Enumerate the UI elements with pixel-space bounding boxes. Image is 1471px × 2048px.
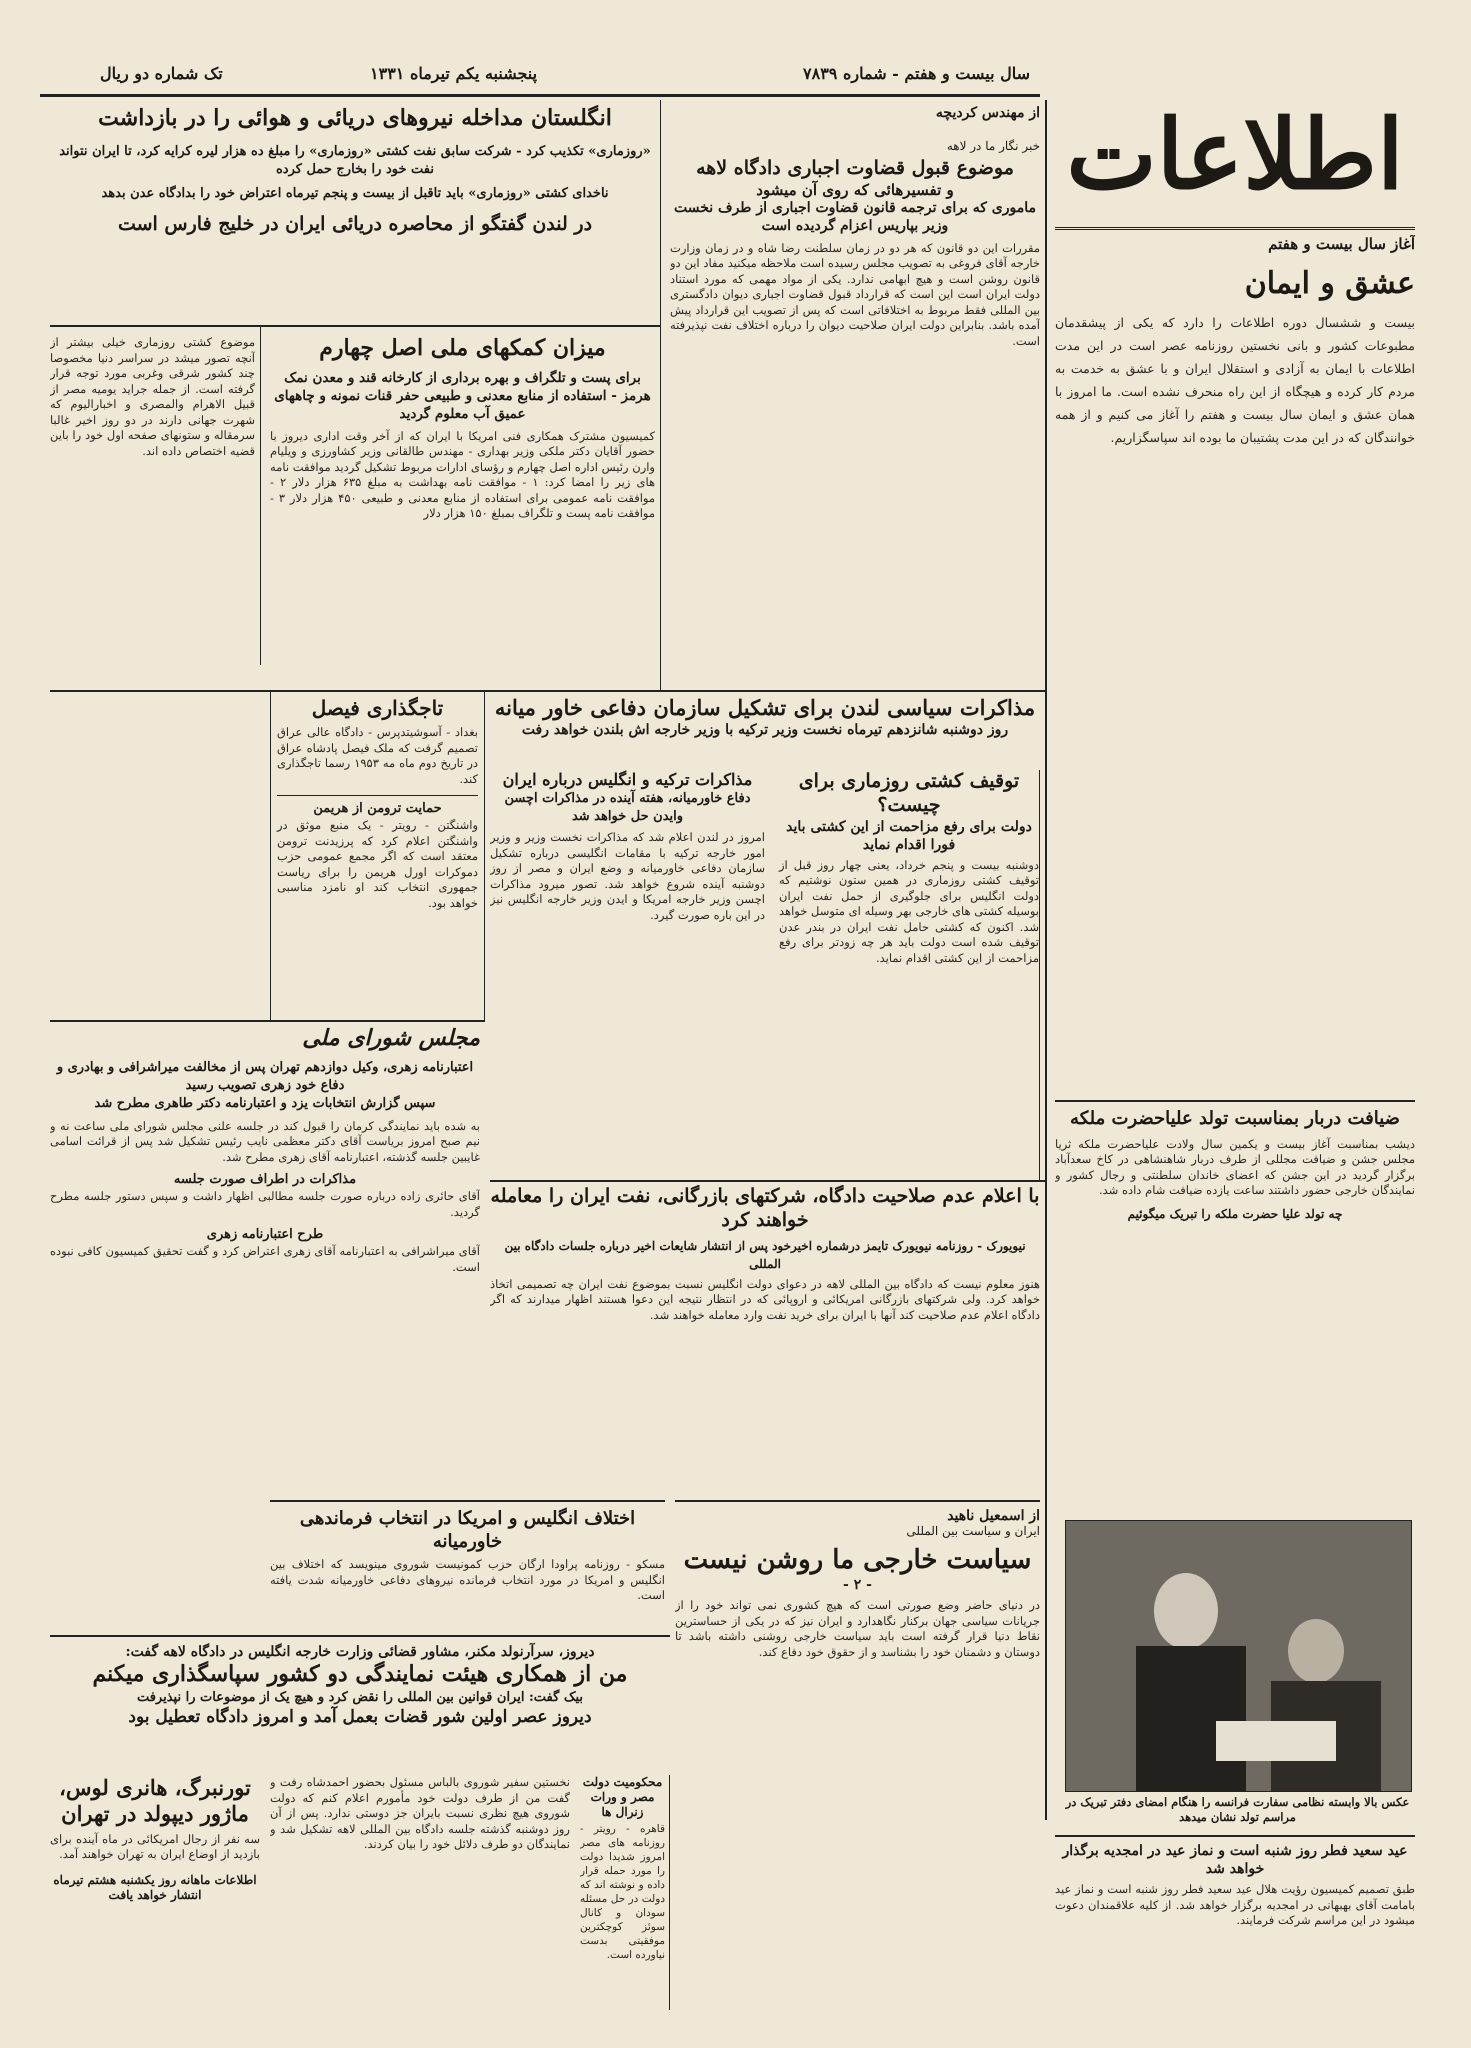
aeshgh-title: عشق و ایمان xyxy=(1244,266,1415,301)
komak-sub: برای پست و تلگراف و بهره برداری از کارخانه قند و معدن نمک هرمز - استفاده از منابع معدنی و طبیعی حفر قنات نمونه و چاههای عمیق آب معلوم گردید xyxy=(274,369,651,422)
tehran-foot: اطلاعات ماهانه روز یکشنبه هشتم تیرماه انتشار خواهد یافت xyxy=(53,1872,257,1902)
siasat-kicker: ایران و سیاست بین المللی xyxy=(906,1524,1040,1538)
england-body: موضوع کشتی روزماری خیلی بیشتر از آنچه تصور میشد در سراسر دنیا مخصوصا چند کشور شرقی وغربی مورد توجه قرار گرفته است. از جمله جراید یومیه مصر از قبیل الاهرام والمصری و اخبارالیوم که شهرت جهانی دارند در دو روز اخیر غالبا سرمقاله و ستونهای صفحه اول خود را باین قضیه اختصاص داده اند. xyxy=(50,335,255,458)
article-ziafat xyxy=(1055,1100,1415,1510)
england-rule xyxy=(50,325,660,327)
majlis-title: مجلس شورای ملی xyxy=(302,1025,480,1051)
lahe-top: از مهندس کردیچه xyxy=(935,105,1040,121)
tehran-title: تورنبرگ، هانری لوس، ماژور دیپولد در تهران xyxy=(59,1775,251,1827)
issue-price: تک شماره دو ریال xyxy=(100,64,223,83)
siasat-body: در دنیای حاضر وضع صورتی است که هیچ کشوری نمی تواند خود را از جریانات سیاسی جهان برکنار نگاهدارد و ایران نیز که در یکی از حساسترین نقاط دنیا قرار گرفته است باید سیاست خارجی روشنی داشته باشد تا دوستان و دشمنان خود را بشناسد و از حقوق خود دفاع کند. xyxy=(675,1598,1040,1659)
article-siasat xyxy=(675,1500,1040,1830)
negotiations-sub: روز دوشنبه شانزدهم تیرماه نخست وزیر ترکیه با وزیر خارجه اش بلندن خواهد رفت xyxy=(521,722,1009,739)
left-mid-rule xyxy=(50,1020,485,1022)
issue-date: پنجشنبه یکم تیرماه ۱۳۳۱ xyxy=(370,64,538,83)
lahe-bottom-sub2: دیروز عصر اولین شور قضات بعمل آمد و امروز دادگاه تعطیل بود xyxy=(128,1706,592,1727)
lahe-kicker: خبر نگار ما در لاهه xyxy=(946,139,1040,153)
issue-number: سال بیست و هفتم - شماره ۷۸۳۹ xyxy=(803,64,1030,83)
majlis-sub3: مذاکرات در اطراف صورت جلسه xyxy=(173,1172,357,1187)
article-komak xyxy=(270,335,655,670)
komak-body: کمیسیون مشترک همکاری فنی امریکا با ایران که از آخر وقت اداری دیروز با حضور آقایان دکتر ملکی وزیر بهداری - مهندس طالقانی وزیر کشاورزی و ویلیام وارن رئیس اداره اصل چهارم و رؤسای ادارات مربوط تشکیل گردید موافقت نامه های زیر را امضا کرد: ۱ - موافقت نامه بهداشت به مبلغ ۶۳۵ هزار دلار ۲ - موافقت نامه عمومی برای استفاده از منابع معدنی و طبیعی ۴۵۰ هزار دلار ۳ - موافقت نامه پست و تلگراف بمبلغ ۱۵۰ هزار دلار xyxy=(270,428,655,520)
mahkumiyat-body: قاهره - رویتر - روزنامه های مصر امروز شدیدا دولت را مورد حمله قرار داده و نوشته اند که دولت در حل مسئله سودان و کانال سوئز کوچکترین موفقیتی بدست نیاورده است. xyxy=(580,1823,665,1961)
majlis-sub2: سپس گزارش انتخابات یزد و اعتبارنامه دکتر طاهری مطرح شد xyxy=(94,1095,436,1111)
col-rule-3 xyxy=(260,325,261,665)
turkey-sub: دفاع خاورمیانه، هفته آینده در مذاکرات اچسن وایدن حل خواهد شد xyxy=(504,791,751,824)
masthead-subtitle: آغاز سال بیست و هفتم xyxy=(1268,235,1415,253)
article-tehran xyxy=(50,1775,260,2010)
article-england xyxy=(50,105,660,325)
majlis-sub: اعتبارنامه زهری، وکیل دوازدهم تهران پس از مخالفت میراشرافی و بهادری و دفاع خود زهری تصویب رسید xyxy=(56,1059,474,1093)
masthead-title: اطلاعات xyxy=(1066,100,1404,211)
article-court xyxy=(490,1185,1040,1485)
article-negotiations xyxy=(490,695,1040,765)
article-ekhtelaf xyxy=(270,1500,665,1630)
col-rule-2 xyxy=(660,100,661,690)
faysal-body: بغداد - آسوشیتدپرس - دادگاه عالی عراق تصمیم گرفت که ملک فیصل پادشاه عراق در تاریخ دوم ماه مه ۱۹۵۳ رسما تاجگذاری کند. xyxy=(277,725,478,786)
lahe-rule xyxy=(50,690,1045,692)
lahe-sub: و تفسیرهائی که روی آن میشود xyxy=(756,180,954,199)
siasat-title: سیاست خارجی ما روشن نیست xyxy=(683,1545,1032,1575)
col-rule-1 xyxy=(1045,100,1047,1820)
lahe-bottom-body: نخستین سفیر شوروی بالباس مسئول بحضور احمدشاه رفت و گفت من از طرف دولت خود مأمورم اعلام کنم که دولت شوروی هیچ نظری نسبت بایران جز دوستی ندارد. پس از آن روز دوشنبه گذشته جلسه دادگاه بین المللی لاهه تشکیل شد و نمایندگان دو طرف دلائل خود را بیان کردند. xyxy=(270,1775,570,1851)
ekhtelaf-body: مسکو - روزنامه پراودا ارگان حزب کمونیست شوروی مینویسد که اختلاف بین انگلیس و امریکا در مورد انتخاب فرمانده نیروهای دفاعی خاورمیانه شدت یافته است. xyxy=(270,1557,665,1602)
england-sub2: ناخدای کشتی «روزماری» باید تاقبل از بیست و پنجم تیرماه اعتراض خود را بدادگاه عدن بدهد xyxy=(101,185,609,201)
article-aeshgh xyxy=(1055,265,1415,1085)
top-rule xyxy=(40,94,1040,97)
komak-title: میزان کمکهای ملی اصل چهارم xyxy=(319,335,606,361)
article-lahe xyxy=(670,105,1040,690)
photo-illustration xyxy=(1066,1521,1411,1791)
tavghif-body: دوشنبه بیست و پنجم خرداد، یعنی چهار روز قبل از توقیف کشتی روزماری در همین ستون نوشتیم که دولت انگلیس برای جلوگیری از حمل نفت ایران بوسیله کشتی های خارجی بهر وسیله ای متوسل خواهد شد. اکنون که کشتی حامل نفت ایران در بندر عدن توقیف شده است دولت باید هر چه زودتر برای رفع مزاحمت از این کشتی اقدام نماید. xyxy=(779,857,1039,965)
lahe-title: موضوع قبول قضاوت اجباری دادگاه لاهه xyxy=(696,157,1014,179)
faysal-title: تاجگذاری فیصل xyxy=(311,696,444,720)
eid-title: عید سعید فطر روز شنبه است و نماز عید در امجدیه برگذار خواهد شد xyxy=(1062,1843,1408,1877)
mid-rule xyxy=(490,1180,1045,1182)
lahe-bottom-kicker: دیروز، سرآرنولد مکنر، مشاور قضائی وزارت خارجه انگلیس در دادگاه لاهه گفت: xyxy=(125,1644,595,1660)
issue-bar xyxy=(40,60,1040,90)
siasat-num: - ۲ - xyxy=(843,1576,872,1593)
court-title: با اعلام عدم صلاحیت دادگاه، شرکتهای بازرگانی، نفت ایران را معامله خواهند کرد xyxy=(490,1185,1040,1231)
england-sub: «روزماری» تکذیب کرد - شرکت سابق نفت کشتی «روزماری» را مبلغ ده هزار لیره کرایه کرد، تا ایران نتواند نفت خود را بخارج حمل کرده xyxy=(59,143,651,177)
article-tavghif xyxy=(775,770,1040,1180)
court-body: هنوز معلوم نیست که دادگاه بین المللی لاهه در دعوای دولت انگلیس نسبت بموضوع نفت ایران چه تصمیمی اتخاذ خواهد کرد. ولی شرکتهای بازرگانی امریکائی و اروپائی که در انتظار نتیجه این دعوا هستند اظهار میدارند که اگر دادگاه اعلام عدم صلاحیت کند آنها با ایران برای خرید نفت وارد معامله خواهند شد. xyxy=(490,1276,1040,1322)
faysal-sub: حمایت ترومن از هریمن xyxy=(277,795,478,818)
masthead xyxy=(1055,100,1415,230)
article-lahe-bottom xyxy=(50,1635,670,1770)
news-photo xyxy=(1065,1520,1412,1792)
aeshgh-body: بیست و ششسال دوره اطلاعات را دارد که یکی از پیشقدمان مطبوعات کشور و بانی نخستین روزنامه عصر است در این مدت اطلاعات با ایمان به آزادی و استقلال ایران و با عشق به خدمت به مردم کار کرده و هیچگاه از این راه منحرف نشده است. ما امروز با همان عشق و ایمان سال بیست و هفتم را آغاز می کنیم و از همه خوانندگان که در این مدت پشتیبان ما بوده اند سپاسگزاریم. xyxy=(1055,314,1415,445)
turkey-title: مذاکرات ترکیه و انگلیس درباره ایران xyxy=(502,770,753,789)
lahe-bottom-sub: بیک گفت: ایران قوانین بین المللی را نقض کرد و هیچ یک از موضوعات را نپذیرفت xyxy=(136,1689,584,1705)
court-sub: نیویورک - روزنامه نیویورک تایمز درشماره اخیرخود پس از انتشار شایعات اخیر درباره جلسات دادگاه بین المللی xyxy=(504,1238,1026,1271)
article-faysal xyxy=(270,690,485,1020)
ziafat-caption: چه تولد علیا حضرت ملکه را تبریک میگوئیم xyxy=(1127,1206,1343,1221)
negotiations-title: مذاکرات سیاسی لندن برای تشکیل سازمان دفاعی خاور میانه xyxy=(494,695,1036,720)
eid-body: طبق تصمیم کمیسیون رؤیت هلال عید سعید فطر روز شنبه است و نماز عید بامامت آقای بهبهانی در امجدیه برگزار خواهد شد. از کلیه علاقمندان دعوت میشود در این مراسم شرکت فرمایند. xyxy=(1055,1882,1415,1927)
ziafat-body: دیشب بمناسبت آغاز بیست و یکمین سال ولادت علیاحضرت ملکه ثریا مجلس جشن و ضیافت مجللی از طرف دربار شاهنشاهی در کاخ سعدآباد برگزار گردید در این جشن که اعضای خاندان سلطنتی و رجال کشور و نمایندگان خارجی حضور داشتند ساعت یازده ضیافت شام داده شد. xyxy=(1055,1136,1415,1197)
majlis-sub4: طرح اعتبارنامه زهری xyxy=(206,1227,324,1242)
england-title: انگلستان مداخله نیروهای دریائی و هوائی را در بازداشت xyxy=(98,105,612,131)
lahe-sub2: ماموری که برای ترجمه قانون قضاوت اجباری از طرف نخست وزیر بپاریس اعزام گردیده است xyxy=(674,199,1036,234)
newspaper-page xyxy=(40,30,1435,2020)
lahe-bottom-title: من از همکاری هیئت نمایندگی دو کشور سپاسگذاری میکنم xyxy=(92,1661,628,1687)
majlis-body3: آقای میراشرافی به اعتبارنامه آقای زهری اعتراض کرد و گفت تحقیق کمیسیون کافی نبوده است. xyxy=(50,1244,480,1274)
ekhtelaf-title: اختلاف انگلیس و امریکا در انتخاب فرماندهی خاورمیانه xyxy=(299,1508,636,1552)
lahe-body: مقررات این دو قانون که هر دو در زمان سلطنت رضا شاه و در زمان وزارت خارجه آقای فروغی به تصویب مجلس رسیده است ملاحظه میکنید مفاد این دو قانون روشن است و هیچ ابهامی ندارد. یکی از مواد مهمی که مورد استناد دولت ایران است این است که قرارداد قبول قضاوت اجباری دیوان دادگستری بین المللی فقط مربوط به اختلافاتی است که پس از تصویب این قرارداد پیش آمده باشد. بنابراین دولت ایران صلاحیت دیوان را درباره اختلاف نفت نپذیرفته است. xyxy=(670,240,1040,348)
tehran-body: سه نفر از رجال امریکائی در ماه آینده برای بازدید از اوضاع ایران به تهران خواهند آمد. xyxy=(50,1831,260,1861)
siasat-byline: از اسمعیل ناهید xyxy=(947,1508,1040,1524)
article-turkey xyxy=(490,770,765,1180)
turkey-body: امروز در لندن اعلام شد که مذاکرات نخست وزیر و وزیر امور خارجه ترکیه با مقامات انگلیسی درباره تشکیل سازمان دفاعی خاورمیانه و وضع ایران و مصر از روز دوشنبه آینده شروع خواهد شد. تصور میرود مذاکرات اچسن وزیر خارجه امریکا و ایدن وزیر خارجه انگلیس نیز در این باره صورت گیرد. xyxy=(490,830,765,922)
article-mahkumiyat xyxy=(580,1775,670,2010)
london-title: در لندن گفتگو از محاصره دریائی ایران در خلیج فارس است xyxy=(117,212,593,235)
mahkumiyat-title: محکومیت دولت مصر و ورات زنرال ها xyxy=(582,1775,663,1819)
ziafat-title: ضیافت دربار بمناسبت تولد علیاحضرت ملکه xyxy=(1070,1108,1400,1129)
tavghif-sub: دولت برای رفع مزاحمت از این کشتی باید فورا اقدام نماید xyxy=(786,818,1032,853)
majlis-body2: آقای حائری زاده درباره صورت جلسه مطالبی اظهار داشت و سپس دستور جلسه مطرح گردید. xyxy=(50,1189,480,1219)
article-eid xyxy=(1055,1835,1415,1985)
majlis-body: به شده باید نمایندگی کرمان را قبول کند در جلسه علنی مجلس شورای ملی ساعت نه و نیم صبح امروز بریاست آقای دکتر معظمی نایب رئیس تشکیل شد پس از قرائت اسامی غایبین جلسه گذشته، اعتبارنامه آقای زهری مطرح شد. xyxy=(50,1118,480,1164)
tavghif-title: توقیف کشتی روزماری برای چیست؟ xyxy=(798,770,1020,816)
faysal-body2: واشنگتن - رویتر - یک منبع موثق در واشنگتن اعلام کرد که پرزیدنت ترومن معتقد است که اگر مجمع عمومی حزب دموکرات اورل هریمن را برای ریاست جمهوری انتخاب کند او نامزد مناسبی خواهد بود. xyxy=(277,818,478,910)
photo-caption: عکس بالا وابسته نظامی سفارت فرانسه را هنگام امضای دفتر تبریک در مراسم تولد نشان میدهد xyxy=(1065,1795,1410,1824)
